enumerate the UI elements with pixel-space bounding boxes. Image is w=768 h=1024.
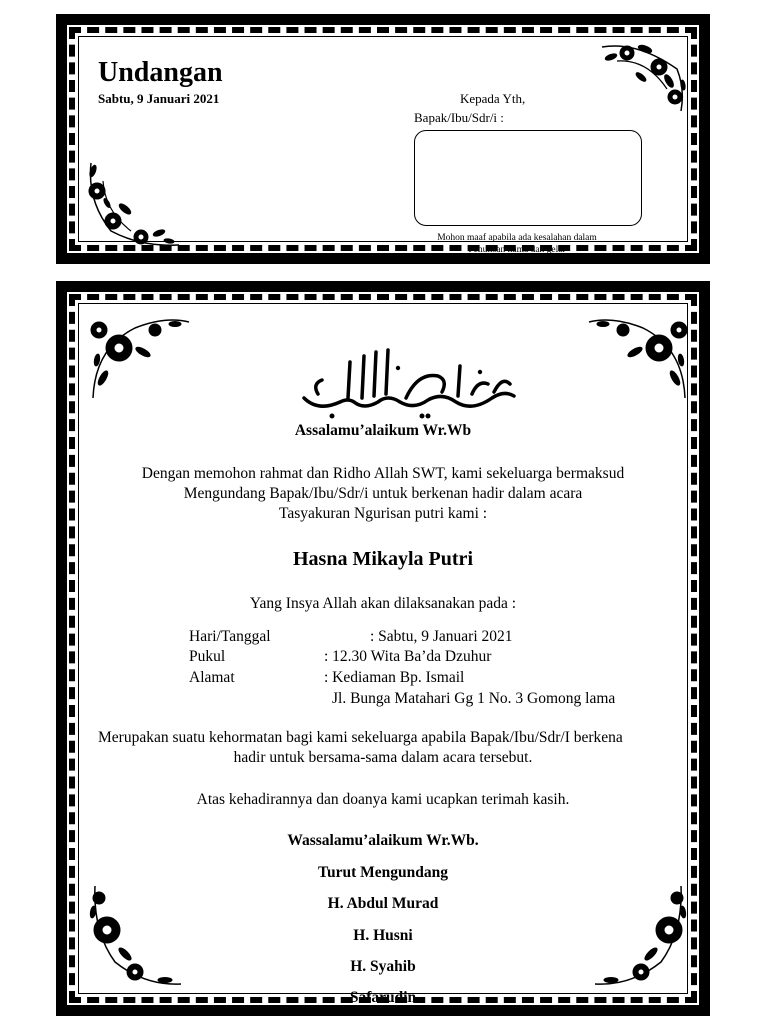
day-label: Hari/Tanggal [189,628,271,645]
inviter-name: Safarudin [349,989,417,1006]
inviters-heading: Turut Mengundang [318,864,448,881]
intro-line: Mengundang Bapak/Ibu/Sdr/i untuk berkenan hadir dalam acara [183,485,583,502]
event-intro: Yang Insya Allah akan dilaksanakan pada : [249,595,517,612]
address-value: : Kediaman Bp. Ismail [324,669,465,686]
floral-corner-icon [81,161,181,251]
day-value: : Sabtu, 9 Januari 2021 [370,628,513,645]
address-label: Alamat [189,669,235,686]
child-name: Hasna Mikayla Putri [292,548,473,570]
honor-line: hadir untuk bersama-sama dalam acara tersebut. [233,749,533,766]
closing-greeting: Wassalamu’alaikum Wr.Wb. [287,832,479,849]
floral-corner-icon [85,308,195,408]
apology-note [417,232,617,256]
greeting: Assalamu’alaikum Wr.Wb [294,422,472,439]
bismillah-calligraphy-icon [288,332,528,424]
envelope-date: Sabtu, 9 Januari 2021 [98,91,220,106]
envelope-card [56,14,710,264]
envelope-title: Undangan [98,57,223,88]
inviter-name: H. Husni [353,927,413,944]
honor-line: Merupakan suatu kehormatan bagi kami sekeluarga apabila Bapak/Ibu/Sdr/I berkena [98,729,623,746]
intro-line: Dengan memohon rahmat dan Ridho Allah SWT, kami sekeluarga bermaksud [141,465,625,482]
apology-line: Mohon maaf apabila ada kesalahan dalam [437,233,597,243]
inviter-name: H. Abdul Murad [327,895,439,912]
floral-corner-icon [597,39,692,117]
time-value: : 12.30 Wita Ba’da Dzuhur [324,648,492,665]
recipient-name-box [414,130,642,226]
invitation-card [56,281,710,1016]
apology-line: Penulisan nama dan gelar [468,245,566,255]
time-label: Pukul [189,648,226,665]
inviter-name: H. Syahib [350,958,416,975]
floral-corner-icon [583,308,693,408]
recipient-heading: Kepada Yth, [460,91,526,106]
thanks-line: Atas kehadirannya dan doanya kami ucapkan terimah kasih. [196,791,570,808]
intro-line: Tasyakuran Ngurisan putri kami : [278,505,488,522]
recipient-label: Bapak/Ibu/Sdr/i : [414,110,504,125]
address-value-street: Jl. Bunga Matahari Gg 1 No. 3 Gomong lama [332,690,616,707]
